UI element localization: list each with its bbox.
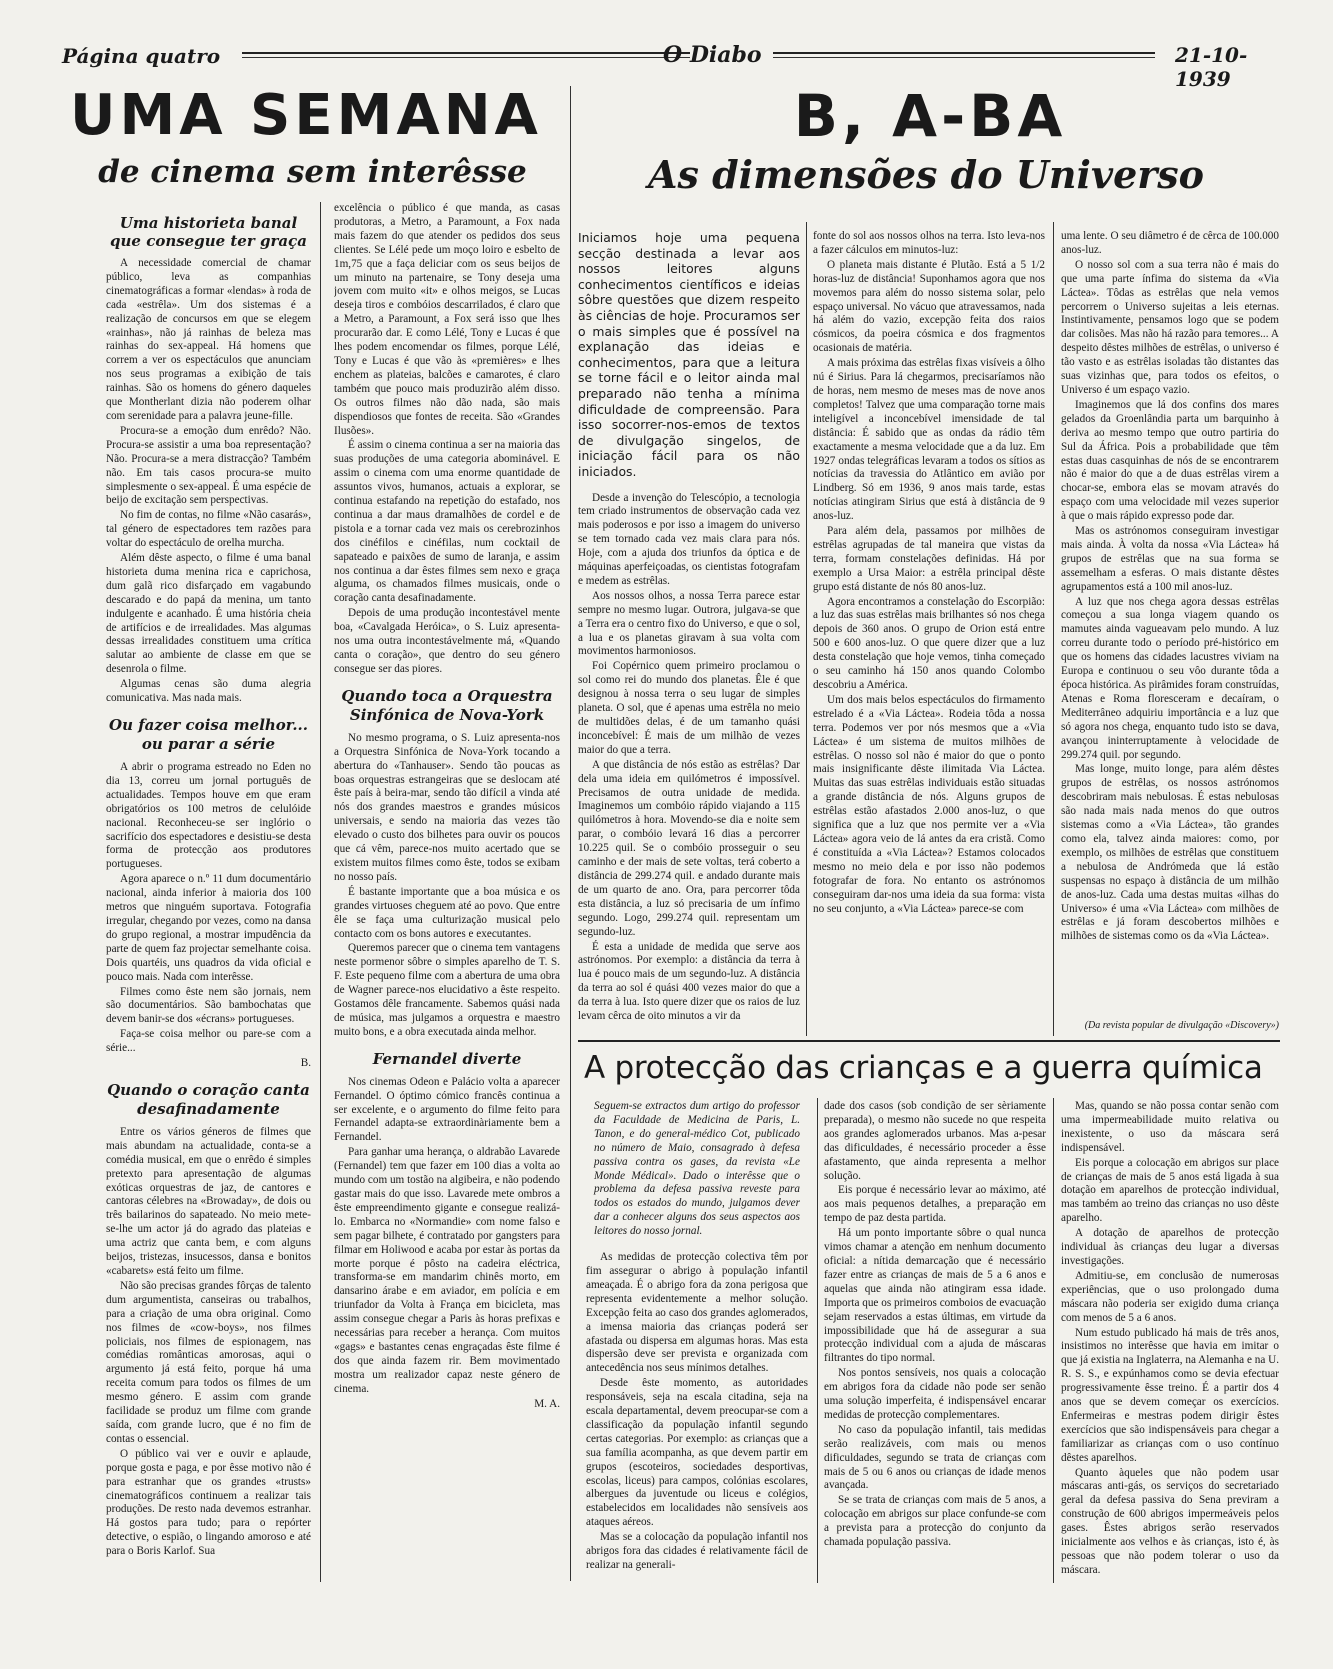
chemical-column-1 (586, 1100, 808, 1584)
paragraph: A abrir o programa estreado no Eden no dia 13, correu um jornal português de actualidades. Tempos houve em que eram obrigatórios os 100 metros de celulóide nacional. Reconheceu-se ser inglório o sacrifício dos espectadores e desistiu-se desta forma de protecção aos produtores portugueses. (106, 761, 311, 871)
paragraph: Procura-se a emoção dum enrêdo? Não. Procura-se assistir a uma boa representação? Não. Procura-se a mera distracção? Também não. Em tais casos procura-se muito simplesmente o sex-appeal. É uma espécie de beijo de excitação sem perspectivas. (106, 424, 311, 507)
paragraph: fonte do sol aos nossos olhos na terra. Isto leva-nos a fazer cálculos em minutos-luz: (813, 230, 1045, 256)
section-title: ou parar a série (141, 735, 276, 753)
paragraph: Um dos mais belos espectáculos do firmamento estrelado é a «Via Láctea». Rodeia tôda a nossa terra. Podemos ver por nós mesmos que a «Via Láctea» é um sistema de muitos milhões de estrêlas. O nosso sol não é maior do que o ponto mais insignificante dêste ilimitada Via Láctea. Muitas das suas estrêlas individuais estão situadas a grande distância de nós. Alguns grupos de estrêlas estão afastados 2.000 anos-luz, o que significa que a luz que nos permite ver a «Via Láctea» agora veio de lá antes da era cristã. Como é constituída a «Via Láctea»? Estamos colocados mesmo no meio dela e por isso não podemos fotografar de fora. No entanto os astrónomos conseguiram dar-nos uma ideia da sua forma: vista no seu conjunto, a «Via Láctea» parece-se com (813, 693, 1045, 915)
paragraph: A mais próxima das estrêlas fixas visíveis a ôlho nú é Sirius. Para lá chegarmos, precisaríamos não de horas, nem mesmo de meses mas de nove anos completos! Talvez que uma comparação torne mais inteligível a inconcebível imensidade de tal distância: É sabido que as ondas da rádio têm exactamente a mesma velocidade que a da luz. Em 1927 ondas telegráficas levaram a todos os sítios as notícias da travessia do Atlântico em avião por Lindberg. Só em 1936, 9 anos mais tarde, estas notícias atingiram Sirius que está à distância de 9 anos-luz. (813, 357, 1045, 523)
chemical-headline: A protecção das crianças e a guerra química (584, 1050, 1263, 1086)
chemical-column-2 (824, 1100, 1046, 1584)
paragraph: Mas se a colocação da população infantil nos abrigos fora das cidades é relativamente fácil de realizar na generali- (586, 1531, 808, 1571)
universe-subhead: As dimensões do Universo (647, 152, 1205, 197)
paragraph: uma lente. O seu diâmetro é de cêrca de 100.000 anos-luz. (1061, 230, 1279, 256)
paragraph: Desde a invenção do Telescópio, a tecnologia tem criado instrumentos de observação cada vez mais poderosos e por isso a imagem do universo se tem tornado cada vez mais clara para nós. Hoje, com a ajuda dos triunfos da óptica e de máquinas aperfeiçoadas, os cientistas fotografam e medem as estrêlas. (578, 491, 800, 587)
paragraph: Eis porque é necessário levar ao máximo, até aos mais pequenos detalhes, a preparação em tempo de paz desta partida. (824, 1184, 1046, 1225)
paragraph: Depois de uma produção incontestável mente boa, «Cavalgada Heróica», o S. Luiz apresenta-nos uma outra incontestávelmente má, «Quando canta o coração», que dentro do seu género consegue ser das piores. (334, 607, 560, 675)
article-separator (578, 1040, 1280, 1042)
paragraph: No mesmo programa, o S. Luiz apresenta-nos a Orquestra Sinfónica de Nova-York tocando a abertura do «Tanhauser». Sendo tão poucas as boas orquestras estrangeiras que se deslocam até êste país à beira-mar, sendo tão difícil a vinda até nós dos grandes maestros e grandes músicos universais, e sendo na maioria das vezes tão elevado o custo dos bilhetes para ouvir os poucos que cá vêm, parece-nos muito acertado que se existem muitos filmes como êste, todos se exibam no nosso país. (334, 731, 560, 883)
paragraph: Imaginemos que lá dos confins dos mares gelados da Groenlândia parta um barquinho à deriva ao mesmo tempo que outro partiria do Sul da África. Pois a probabilidade que têm estas duas casquinhas de nós de se encontrarem não é maior do que a de duas estrêlas virem a chocar-se, embora elas se movam através do espaço com uma velocidade mil vezes superior à que o mais rápido expresso pode dar. (1061, 398, 1279, 523)
cinema-column-2 (334, 202, 560, 1584)
masthead-rule-left-2 (242, 57, 690, 58)
chemical-column-3 (1061, 1100, 1279, 1584)
paragraph: A necessidade comercial de chamar público, leva as companhias cinematográficas a formar «lendas» à roda de cada «estrêla». Um dos sistemas é a realização de concursos em que se elegem «rainhas», não já rainhas de beleza mas rainhas do sex-appeal. Há homens que correm a ver os espectáculos que anunciam nos seus programas a exibição de tais rainhas. São os homens do género daqueles que Montherlant dizia não poderem olhar com serenidade para a palavra jeune-fille. (106, 257, 311, 422)
paper-name: O Diabo (663, 42, 762, 68)
paragraph: Mas longe, muito longe, para além dêstes grupos de estrêlas, os nossos astrónomos descobriram mais nebulosas. É estas nebulosas são nada mais nada menos do que outros sistemas como a «Via Láctea», tão grandes como ela, talvez ainda maiores: como, por exemplo, os milhões de estrêlas que constituem a nebulosa de Andrómeda que lá estão suspensas no espaço à distância de um milhão de anos-luz. Cada uma destas muitas «ilhas do Universo» é uma «Via Láctea» com milhões de estrêlas e já foram descobertos milhões e milhões de sistemas como os da «Via Láctea». (1061, 763, 1279, 943)
paragraph: Para ganhar uma herança, o aldrabão Lavarede (Fernandel) tem que fazer em 100 dias a volta ao mundo com um tostão na algibeira, e não podendo gastar mais do que isso. Lavarede mete ombros a êste empreendimento gigante e consegue realizá-lo. Embarca no «Normandie» com nome falso e sem pagar bilhete, é contratado por gangsters para filmar em Holiwood e acaba por estar às portas da morte porque é pôsto na cadeira eléctrica, transforma-se em mandarim chinês morto, em dansarino árabe e em aviador, em polícia e em triunfador da Volta à França em bicicleta, mas assim consegue chegar a Paris às horas prefixas e necessárias para receber a herança. Com muitos «gags» e bastantes cenas engraçadas êste filme é dos que ainda fazem rir. Bem movimentado mostra um realizador capaz neste género de cinema. (334, 1146, 560, 1395)
paragraph: Para além dela, passamos por milhões de estrêlas agrupadas de tal maneira que vistas da terra, formam constelações definidas. Há por exemplo a Ursa Maior: a estrêla principal dêste grupo está distante de nós 80 anos-luz. (813, 525, 1045, 593)
paragraph: No fim de contas, no filme «Não casarás», tal género de espectadores tem razões para voltar do espectáculo de orelha murcha. (106, 509, 311, 550)
column-rule (1053, 222, 1054, 1036)
section-rule (570, 86, 571, 1581)
masthead-rule-right-2 (773, 57, 1155, 58)
article-body (824, 1100, 1046, 1550)
universe-column-3 (1061, 230, 1279, 1020)
article-body (334, 732, 560, 1040)
paragraph: Se se trata de crianças com mais de 5 anos, a colocação em abrigos sur place confunde-se com a prevista para a protecção do conjunto da chamada população passiva. (824, 1494, 1046, 1549)
paragraph: A luz que nos chega agora dessas estrêlas começou a sua longa viagem quando os mamutes ainda vagueavam pelo mundo. A luz correu durante todo o período pré-histórico em que os homens das cidades lacustres viviam na Europa e continuou o seu vôo durante tôda a época histórica. As pirâmides foram construídas, Atenas e Roma floresceram e decaíram, o Mediterrâneo adquiriu importância e a luz que só agora nos chega, enquanto tudo isto se dava, avançou ininterruptamente à velocidade de 299.274 quil. por segundo. (1061, 595, 1279, 761)
paragraph: Num estudo publicado há mais de três anos, insistimos no interêsse que havia em imitar o que já existia na Inglaterra, na Alemanha e na U. R. S. S., e expúnhamos como se devia efectuar progressivamente êsse treino. É a partir dos 4 anos que se devem começar os exercícios. Enfermeiras e mestras podem dirigir êstes exercícios que são indispensáveis para chegar a familiarizar as crianças com o uso contínuo dêstes aparelhos. (1061, 1326, 1279, 1464)
paragraph: Desde êste momento, as autoridades responsáveis, seja na escala citadina, seja na escala departamental, devem preocupar-se com a classificação da população infantil segundo certas categorias. Por exemplo: as crianças que a sua família acompanha, as que devem partir em grupos (escoteiros, sociedades desportivas, escolas, liceus) para campos, colónias escolares, albergues da juventude ou liceus e colégios, estabelecidos em localidades não sensíveis aos ataques aéreos. (586, 1377, 808, 1529)
universe-headline: B, A-BA (793, 82, 1067, 150)
section-title: Ou fazer coisa melhor... (109, 716, 308, 734)
paragraph: excelência o público é que manda, as casas produtoras, a Metro, a Paramount, a Fox nada mais fazem do que atender os pedidos dos seus clientes. Se Lélé pede um moço loiro e esbelto de 1m,75 que a faça deliciar com os seus beijos de um minuto na partenaire, se Tony deseja uma jovem com muito «it» e olhos meigos, se Lucas deseja tiros e combóios descarrilados, é claro que a Metro, a Paramount, a Fox será isso que lhes procurarão dar. E como Lélé, Tony e Lucas é que lhes podem encomendar os filmes, porque Lélé, Tony e Lucas é que vão às «premières» e lhes enchem as plateias, balcões e camarotes, é claro também que pouco mais produzirão além disso. Os outros filmes não dão nada, são mais dispendiosos que fontes de receita. São «Grandes Ilusões». (334, 202, 560, 437)
section-title: Sinfónica de Nova-York (349, 705, 545, 724)
paragraph: O nosso sol com a sua terra não é mais do que uma parte ínfima do sistema da «Via Láctea». Tôdas as estrêlas que nela vemos percorrem o Universo sujeitas a leis eternas. Instintivamente, pensamos logo que se podem dar colisões. Mas não há razão para temores... A despeito dêstes milhões de estrêlas, o universo é tão vasto e as estrêlas isoladas tão distantes das suas vizinhas que, para todos os efeitos, o Universo é um espaço vazio. (1061, 258, 1279, 396)
article-body (578, 492, 800, 1024)
paragraph: Filmes como êste nem são jornais, nem são documentários. São bambochatas que devem banir-se dos «écrans» portugueses. (106, 985, 311, 1026)
column-rule (817, 1098, 818, 1583)
issue-date: 21-10-1939 (1175, 43, 1248, 91)
article-body (586, 1251, 808, 1573)
paragraph: É esta a unidade de medida que serve aos astrónomos. Por exemplo: a distância da terra à lua é pouco mais de um segundo-luz. A distância da terra ao sol é quási 400 vezes maior do que a da terra à lua. Isto quere dizer que os raios de luz levam cêrca de oito minutos a vir da (578, 940, 800, 1023)
column-rule (1053, 1098, 1054, 1583)
paragraph: Foi Copérnico quem primeiro proclamou o sol como rei do mundo dos planetas. Êle é que designou à nossa terra o seu lugar de simples planeta. O sol, que é apenas uma estrêla no meio de multidões delas, é de um tamanho quási inconcebível: É mais de um milhão de vezes maior do que a terra. (578, 660, 800, 756)
paragraph: Nos pontos sensíveis, nos quais a colocação em abrigos fora da cidade não pode ser senão uma solução imperfeita, é indispensável encarar medidas de protecção complementares. (824, 1367, 1046, 1421)
paragraph: Nos cinemas Odeon e Palácio volta a aparecer Fernandel. O óptimo cómico francês continua a ser excelente, e o argumento do filme feito para Fernandel adapta-se extraordinàriamente bem a Fernandel. (334, 1075, 560, 1144)
paragraph: A dotação de aparelhos de protecção individual às crianças deu lugar a diversas investigações. (1061, 1227, 1279, 1267)
paragraph: Algumas cenas são duma alegria comunicativa. Mas nada mais. (106, 678, 311, 705)
article-body (1061, 1100, 1279, 1578)
source-credit: (Da revista popular de divulgação «Discovery») (1084, 1020, 1279, 1031)
paragraph: Aos nossos olhos, a nossa Terra parece estar sempre no mesmo lugar. Outrora, julgava-se que a Terra era o centro fixo do Universo, e que o sol, a lua e os planetas giravam à sua volta com movimentos harmoniosos. (578, 589, 800, 658)
paragraph: Agora encontramos a constelação do Escorpião: a luz das suas estrêlas mais brilhantes só nos chega depois de 360 anos. O grupo de Orion está entre 500 e 600 anos-luz. O que quere dizer que a luz desta constelação que hoje vemos, tinha começado o seu caminho há 150 anos quando Colombo descobriu a América. (813, 595, 1045, 691)
paragraph: Mas os astrónomos conseguiram investigar mais ainda. À volta da nossa «Via Láctea» há grupos de estrêlas que na sua forma se assemelham a esferas. O mais distante dêstes agrupamentos está a 100 mil anos-luz. (1061, 525, 1279, 593)
article-body (334, 1076, 560, 1412)
cinema-subhead: de cinema sem interêsse (98, 154, 527, 190)
article-body (106, 761, 311, 1071)
paragraph: Faça-se coisa melhor ou pare-se com a série... (106, 1028, 311, 1055)
paragraph: Agora aparece o n.º 11 dum documentário nacional, ainda inferior à maioria dos 100 metros que ninguém suportava. Fotografia irregular, chegando por vezes, como na dansa do grupo regional, a mostrar impudência da parte de quem faz projectar semelhante coisa. Dois quartéis, uns quadros da vida oficial e pouco mais. Nada com interêsse. (106, 873, 311, 983)
paragraph: O planeta mais distante é Plutão. Está a 5 1/2 horas-luz de distância! Suponhamos agora que nos movemos para além do nosso sistema solar, pelo espaço universal. No vácuo que atravessamos, nada há além do vazio, excepção feita dos raios cósmicos, da poeira cósmica e dos fragmentos ocasionais de matéria. (813, 258, 1045, 355)
paragraph: A que distância de nós estão as estrêlas? Dar dela uma ideia em quilómetros é impossível. Precisamos de outra unidade de medida. Imaginemos um combóio rápido viajando a 115 quilómetros à hora. Movendo-se dia e noite sem parar, o combóio levará 16 dias a percorrer 10.225 quil. Se o combóio prosseguir o seu caminho e der mais de sete voltas, terá coberto a distância de 299.274 quil. e andado durante mais de um quarto de ano. Ora, para percorrer tôda esta distância, a luz só precisaria de um ínfimo segundo. Logo, 299.274 quil. representam um segundo-luz. (578, 758, 800, 938)
paragraph: Mas, quando se não possa contar senão com uma impermeabilidade muito relativa ou inexistente, o uso da máscara será indispensável. (1061, 1100, 1279, 1154)
article-body (334, 202, 560, 677)
article-intro: Iniciamos hoje uma pequena secção destinada a levar aos nossos leitores alguns conhecimentos científicos e ideias sôbre questões que dizem respeito às ciências de hoje. Procuramos ser o mais simples que é possível na explanação das ideias e conhecimentos, para que a leitura se torne fácil e o leitor ainda mal preparado não tenha a mínima dificuldade de compreensão. Para isso socorrer-nos-emos de textos de divulgação singelos, de iniciação fácil para os não iniciados. (578, 230, 800, 479)
cinema-column-1 (106, 214, 311, 1584)
paragraph: Há um ponto importante sôbre o qual nunca vimos chamar a atenção em nenhum documento oficial: a nítida demarcação que é necessário fazer entre as crianças de mais de 5 a 6 anos e aquelas que ainda não atingiram essa idade. Importa que os primeiros comboios de evacuação sejam reservados a estas últimas, em virtude da impossibilidade que há de assegurar a sua protecção individual com a ajuda de máscaras filtrantes do tipo normal. (824, 1227, 1046, 1365)
cinema-headline: UMA SEMANA (70, 83, 542, 148)
masthead (60, 40, 1278, 91)
section-title: Fernandel diverte (372, 1049, 522, 1068)
article-body (106, 257, 311, 706)
article-body (106, 1126, 311, 1559)
section-title: Uma historieta banal (119, 214, 298, 232)
universe-column-1 (578, 230, 800, 1038)
paragraph: Quanto àqueles que não podem usar máscaras anti-gás, os serviços do secretariado geral da defesa passiva do Sena previram a construção de 600 abrigos impermeáveis pelos gases. Êstes abrigos serão reservados inicialmente aos velhos e às crianças, isto é, às pessoas que não podem tolerar o uso da máscara. (1061, 1466, 1279, 1576)
paragraph: Não são precisas grandes fôrças de talento dum argumentista, canseiras ou trabalhos, para a criação de uma obra original. Como nos filmes de «cow-boys», nos filmes policiais, nos filmes de espionagem, nas comédias românticas amorosas, aqui o argumento já está feito, porque há uma receita comum para todos os filmes de um mesmo género. E assim com grande facilidade se produz um filme com grande saída, com grande lucro, que é no fim de contas o essencial. (106, 1279, 311, 1445)
column-rule (806, 222, 807, 1036)
column-rule (320, 202, 321, 1582)
paragraph: Eis porque a colocação em abrigos sur place de crianças de mais de 5 anos está ligada à sua dotação em aparelhos de protecção individual, mas também ao treino das crianças no uso dêste aparelho. (1061, 1156, 1279, 1225)
page-number: Página quatro (62, 44, 221, 68)
paragraph: Admitiu-se, em conclusão de numerosas experiências, que o uso prolongado duma máscara não poderia ser exigido duma criança com menos de 5 a 6 anos. (1061, 1269, 1279, 1324)
paragraph: dade dos casos (sob condição de ser sèriamente preparada), o mesmo não sucede no que respeita aos grandes aglomerados urbanos. Mas a-pesar das dificuldades, é necessário proceder a êsse afastamento, que ainda representa a melhor solução. (824, 1100, 1046, 1182)
paragraph: As medidas de protecção colectiva têm por fim assegurar o abrigo à população infantil ameaçada. É o abrigo fora da zona perigosa que representa evidentemente a melhor solução. Excepção feita ao caso dos grandes aglomerados, a imensa maioria das crianças poderá ser afastada ou dispersa em algumas horas. Mas esta dispersão deve ser prevista e organizada com antecedência nos seus mínimos detalhes. (586, 1251, 808, 1375)
universe-column-2 (813, 230, 1045, 1038)
section-title: Quando o coração canta (107, 1080, 310, 1099)
paragraph: É assim o cinema continua a ser na maioria das suas produções de uma categoria abominável. E assim o cinema com uma enorme quantidade de assuntos vivos, humanos, actuais a explorar, se continua estafando na repetição do estafado, nos continua a dar maus dramalhões de cordel e de pistola e a tornar cada vez mais os cerebrozinhos dos cinéfilos e cinéfilas, num cocktail de sapateado e paixões de sumo de laranja, e assim nos continua a dar êstes filmes sem nexo e graça alguma, os chamados filmes musicais, onde o coração canta desafinadamente. (334, 439, 560, 605)
signature: M. A. (534, 1397, 560, 1410)
article-body (1061, 230, 1279, 944)
paragraph: O público vai ver e ouvir e aplaude, porque gosta e paga, e por êsse motivo não é para estranhar que os grandes «trusts» cinematográficos continuem a realizar tais produções. De resto nada devemos estranhar. Há gostos para tudo; para o repórter detective, o espião, o lingando amoroso e até para o Boris Karlof. Sua (106, 1447, 311, 1558)
paragraph: É bastante importante que a boa música e os grandes virtuoses cheguem até ao povo. Que entre êle se faça uma culturização musical pelo contacto com os bons autores e executantes. (334, 885, 560, 940)
section-title: Quando toca a Orquestra (341, 686, 553, 705)
section-title: que consegue ter graça (110, 232, 307, 250)
section-title: desafinadamente (137, 1099, 280, 1118)
paragraph: Além dêste aspecto, o filme é uma banal historieta duma menina rica e caprichosa, dum galã rico disfarçado em vagabundo descarado e do papá da menina, um tanto indulgente e acanhado. É uma história cheia de artifícios e de irrealidades. Mas algumas dessas irrealidades constituem uma crítica salutar ao ambiente de classe em que se desenrola o filme. (106, 552, 311, 676)
masthead-rule-right (773, 52, 1155, 54)
paragraph: Queremos parecer que o cinema tem vantagens neste pormenor sôbre o simples aparelho de T. S. F. Este pequeno filme com a abertura de uma obra de Wagner parece-nos elucidativo a êste respeito. Gostamos dêle francamente. Sabemos quási nada de música, mas julgamos a orquestra e maestro muito bons, e a obra executada ainda melhor. (334, 942, 560, 1038)
masthead-rule-left (242, 52, 690, 54)
paragraph: Entre os vários géneros de filmes que mais abundam na actualidade, conta-se a comédia musical, em que o enrêdo é simples pretexto para apresentação de algumas exóticas orquestras de jaz, de cantores e cantoras célebres na «Browaday», de dois ou três bailarinos do sapateado. No meio mete-se-lhe um actor já do agrado das plateias e uma actriz que canta bem, e com alguns beijos, tristezas, insucessos, dansa e bonitos «cabarets» está feito um filme. (106, 1125, 311, 1277)
paragraph: No caso da população infantil, tais medidas serão realizáveis, com mais ou menos dificuldades, segundo se trata de crianças com mais de 5 ou 6 anos ou crianças de idade menos avançada. (824, 1423, 1046, 1492)
article-body (813, 230, 1045, 916)
signature: B. (300, 1057, 311, 1070)
article-lede: Seguem-se extractos dum artigo do professor da Faculdade de Medicina de Paris, L. Tanon, e do general-médico Cot, publicado no número de Maio, consagrado à defesa passiva contra os gases, da revista «Le Monde Médical». Dado o interêsse que o problema da defesa passiva reveste para todos os estados do mundo, julgamos dever dar a conhecer alguns dos seus aspectos aos leitores do nosso jornal. (594, 1100, 800, 1238)
